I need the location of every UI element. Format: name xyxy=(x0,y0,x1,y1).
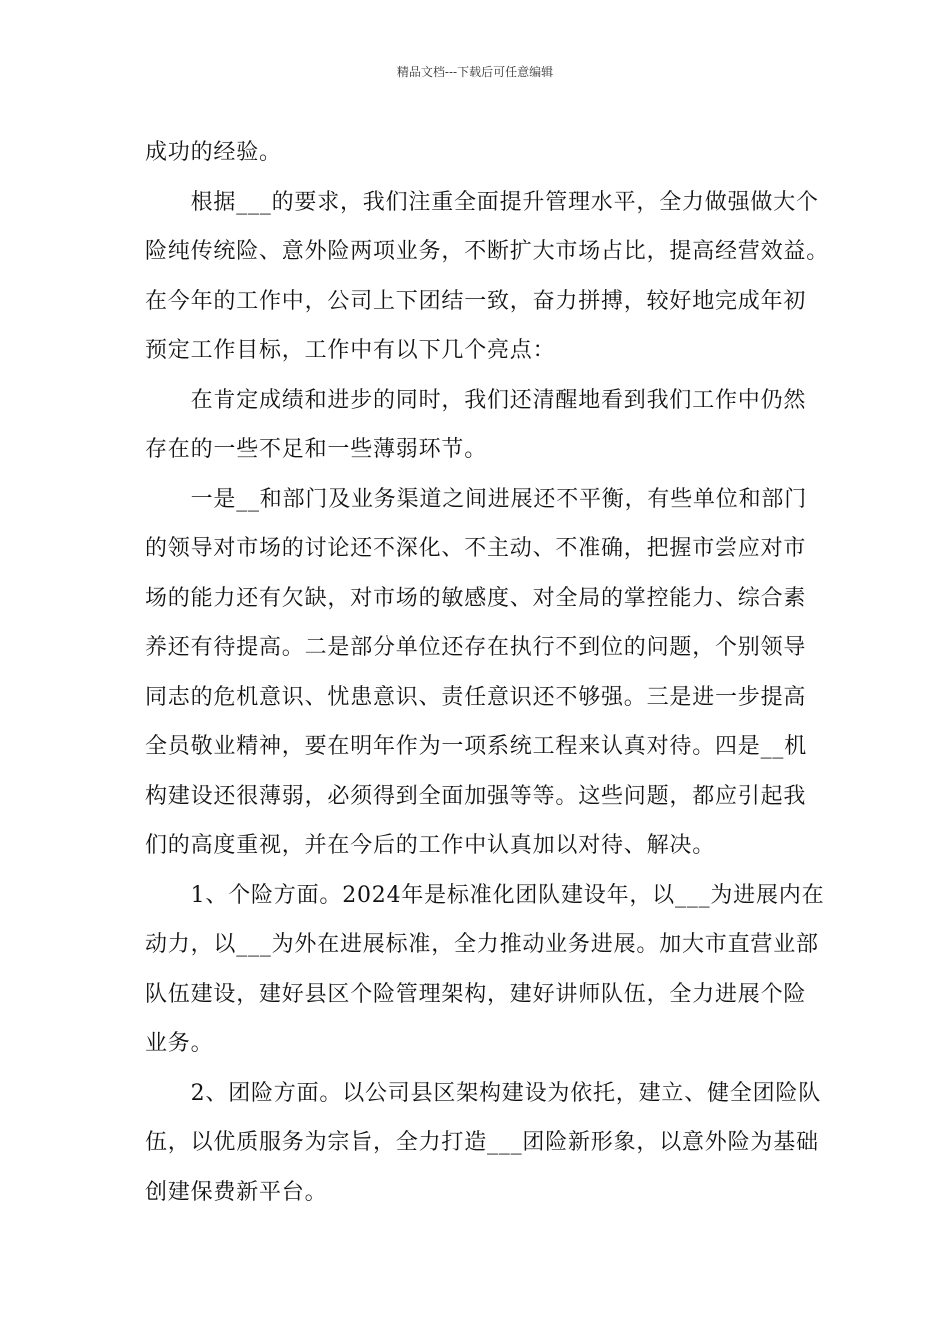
text-line: 创建保费新平台。 xyxy=(145,1179,328,1205)
paragraph-1 xyxy=(145,128,815,178)
text-line: 全员敬业精神，要在明年作为一项系统工程来认真对待。四是__机 xyxy=(145,734,808,759)
text-line: 在今年的工作中，公司上下团结一致，奋力拼搏，较好地完成年初 xyxy=(145,288,807,314)
text-line: 构建设还很薄弱，必须得到全面加强等等。这些问题，都应引起我 xyxy=(145,783,807,809)
document-body xyxy=(145,128,830,1217)
text-line: 场的能力还有欠缺，对市场的敏感度、对全局的掌控能力、综合素 xyxy=(145,585,807,611)
text-line: 成功的经验。 xyxy=(145,140,282,165)
text-line: 在肯定成绩和进步的同时，我们还清醒地看到我们工作中仍然 xyxy=(145,387,807,413)
text-line: 业务。 xyxy=(145,1031,214,1056)
text-line: 2、团险方面。以公司县区架构建设为依托，建立、健全团险队 xyxy=(145,1080,821,1106)
text-line: 动力，以___为外在进展标准，全力推动业务进展。加大市直营业部 xyxy=(145,932,819,957)
text-line: 1、个险方面。2024年是标准化团队建设年，以___为进展内在 xyxy=(145,882,825,908)
text-line: 同志的危机意识、忧患意识、责任意识还不够强。三是进一步提高 xyxy=(145,684,807,710)
paragraph-6 xyxy=(145,1069,821,1218)
paragraph-4 xyxy=(145,475,815,871)
page-header: 精品文档---下载后可任意编辑 xyxy=(396,65,554,79)
paragraph-5 xyxy=(145,871,825,1069)
text-line: 们的高度重视，并在今后的工作中认真加以对待、解决。 xyxy=(145,833,716,858)
text-line: 一是__和部门及业务渠道之间进展还不平衡，有些单位和部门 xyxy=(145,486,808,512)
text-line: 养还有待提高。二是部分单位还存在执行不到位的问题，个别领导 xyxy=(145,635,807,660)
paragraph-2 xyxy=(145,178,830,376)
text-line: 预定工作目标，工作中有以下几个亮点： xyxy=(145,338,556,363)
text-line: 队伍建设，建好县区个险管理架构，建好讲师队伍，全力进展个险 xyxy=(145,981,807,1007)
paragraph-3 xyxy=(145,376,815,475)
text-line: 根据___的要求，我们注重全面提升管理水平，全力做强做大个 xyxy=(145,189,819,215)
text-line: 的领导对市场的讨论还不深化、不主动、不准确，把握市尝应对市 xyxy=(145,536,807,561)
text-line: 伍，以优质服务为宗旨，全力打造___团险新形象，以意外险为基础 xyxy=(145,1130,819,1155)
text-line: 存在的一些不足和一些薄弱环节。 xyxy=(145,437,488,462)
text-line: 险纯传统险、意外险两项业务，不断扩大市场占比，提高经营效益。 xyxy=(145,239,830,264)
